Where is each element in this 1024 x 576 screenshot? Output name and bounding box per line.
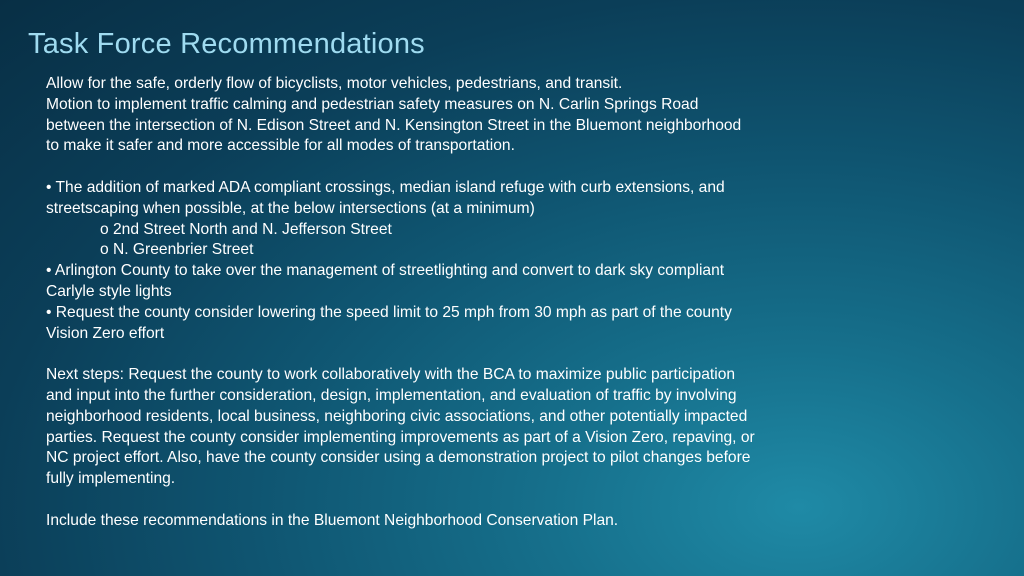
body-line: fully implementing. bbox=[46, 470, 176, 488]
body-line: Next steps: Request the county to work collaboratively with the BCA to maximize public participation bbox=[46, 366, 736, 384]
body-line: between the intersection of N. Edison Street and N. Kensington Street in the Bluemont neighborhood bbox=[46, 116, 742, 134]
slide-body bbox=[46, 74, 876, 532]
sub-bullet-line: o N. Greenbrier Street bbox=[100, 241, 254, 259]
slide-title: Task Force Recommendations bbox=[28, 28, 425, 60]
body-line: streetscaping when possible, at the below intersections (at a minimum) bbox=[46, 199, 535, 217]
bullet-line: • Request the county consider lowering the speed limit to 25 mph from 30 mph as part of the county bbox=[46, 303, 732, 321]
body-line: Vision Zero effort bbox=[46, 324, 165, 342]
bullet-line: • The addition of marked ADA compliant crossings, median island refuge with curb extensions, and bbox=[46, 178, 725, 196]
body-line: Carlyle style lights bbox=[46, 282, 172, 300]
body-line: Include these recommendations in the Bluemont Neighborhood Conservation Plan. bbox=[46, 511, 619, 529]
paragraph-gap bbox=[46, 344, 876, 365]
body-line: neighborhood residents, local business, neighboring civic associations, and other potentially impacted bbox=[46, 407, 748, 425]
body-line: parties. Request the county consider implementing improvements as part of a Vision Zero, repaving, or bbox=[46, 428, 755, 446]
sub-bullet-line: o 2nd Street North and N. Jefferson Street bbox=[100, 220, 392, 238]
paragraph-gap bbox=[46, 157, 876, 178]
bullet-line: • Arlington County to take over the management of streetlighting and convert to dark sky compliant bbox=[46, 262, 725, 280]
body-line: and input into the further consideration, design, implementation, and evaluation of traffic by involving bbox=[46, 386, 737, 404]
body-line: Allow for the safe, orderly flow of bicyclists, motor vehicles, pedestrians, and transit. bbox=[46, 75, 623, 92]
body-line: NC project effort. Also, have the county consider using a demonstration project to pilot changes before bbox=[46, 449, 751, 467]
paragraph-gap bbox=[46, 490, 876, 511]
body-line: Motion to implement traffic calming and pedestrian safety measures on N. Carlin Springs Road bbox=[46, 95, 699, 113]
body-line: to make it safer and more accessible for all modes of transportation. bbox=[46, 137, 515, 155]
